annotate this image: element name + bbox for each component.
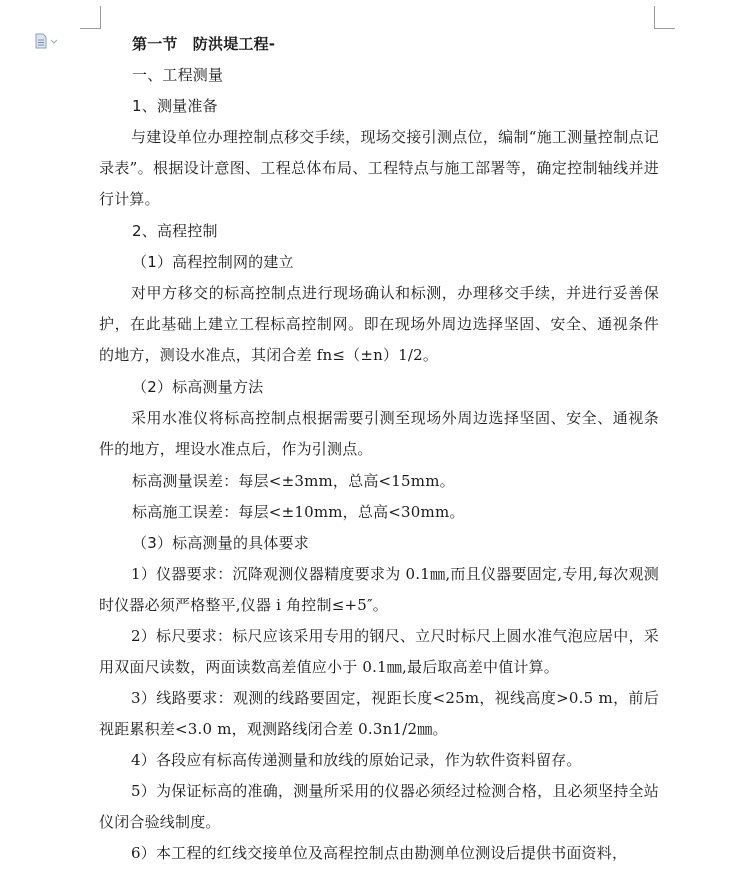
document-icon <box>36 34 46 48</box>
crop-mark-top-right <box>654 6 675 29</box>
section-title: 第一节 防洪堤工程- <box>132 35 276 53</box>
heading-measurement-method: （2）标高测量方法 <box>132 378 264 396</box>
paragraph-control-network: 对甲方移交的标高控制点进行现场确认和标测，办理移交手续，并进行妥善保护，在此基础上建立工程标高控制网。即在现场外周边选择坚固、安全、通视条件的地方，测设水准点，其闭合差 fn≤（±n）1/2。 <box>99 284 659 364</box>
requirement-redline: 6）本工程的红线交接单位及高程控制点由勘测单位测设后提供书面资料， <box>131 844 628 862</box>
requirement-instrument: 1）仪器要求：沉降观测仪器精度要求为 0.1㎜,而且仪器要固定,专用,每次观测时仪器必须严格整平,仪器 i 角控制≤+5″。 <box>99 565 659 614</box>
heading-control-network: （1）高程控制网的建立 <box>132 253 294 271</box>
document-icon[interactable] <box>33 33 63 49</box>
requirement-accuracy: 5）为保证标高的准确，测量所采用的仪器必须经过检测合格，且必须坚持全站仪闭合验线制度。 <box>99 782 659 831</box>
chevron-down-icon <box>51 40 57 43</box>
requirement-staff: 2）标尺要求：标尺应该采用专用的钢尺、立尺时标尺上圆水准气泡应居中，采用双面尺读数，两面读数高差值应小于 0.1㎜,最后取高差中值计算。 <box>99 627 659 676</box>
crop-mark-top-left <box>80 6 101 29</box>
heading-elevation-control: 2、高程控制 <box>132 222 218 240</box>
construction-error-line: 标高施工误差：每层<±10mm，总高<30mm。 <box>132 503 465 521</box>
requirement-route: 3）线路要求：观测的线路要固定，视距长度<25m，视线高度>0.5 m，前后视距累积差<3.0 m，观测路线闭合差 0.3n1/2㎜。 <box>99 689 659 738</box>
paragraph-survey-preparation: 与建设单位办理控制点移交手续，现场交接引测点位，编制“施工测量控制点记录表”。根据设计意图、工程总体布局、工程特点与施工部署等，确定控制轴线并进行计算。 <box>99 128 659 208</box>
heading-survey-preparation: 1、测量准备 <box>132 97 218 115</box>
heading-specific-requirements: （3）标高测量的具体要求 <box>132 534 309 552</box>
paragraph-measurement-method: 采用水准仪将标高控制点根据需要引测至现场外周边选择坚固、安全、通视条件的地方，埋设水准点后，作为引测点。 <box>99 409 659 458</box>
measurement-error-line: 标高测量误差：每层<±3mm，总高<15mm。 <box>132 472 455 490</box>
heading-engineering-survey: 一、工程测量 <box>132 66 224 84</box>
requirement-records: 4）各段应有标高传递测量和放线的原始记录，作为软件资料留存。 <box>131 751 582 769</box>
